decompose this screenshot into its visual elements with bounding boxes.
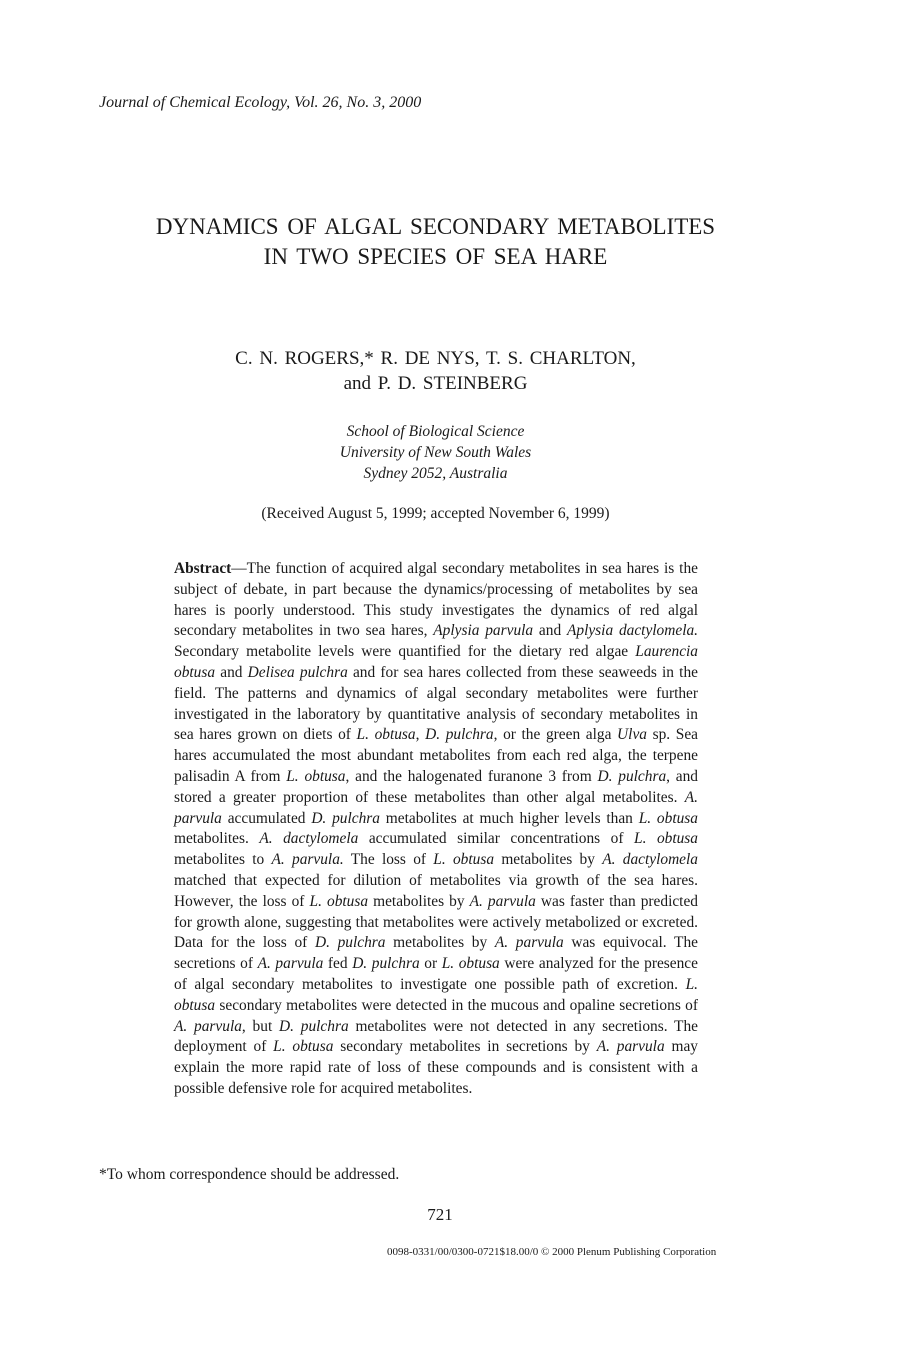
abstract-text: was faster than predicted for growth alone, suggesting that metabolites were actively metabolized or excreted. Data for the loss of <box>174 892 698 952</box>
abstract-text: accumulated <box>221 809 312 827</box>
paper-title <box>0 212 871 272</box>
abstract <box>174 559 698 1100</box>
abstract-species-name: A. parvula <box>469 892 536 910</box>
affiliation-line-1: School of Biological Science <box>346 423 525 440</box>
abstract-text: , or the green alga <box>493 726 618 744</box>
abstract-species-name: D. pulchra <box>352 955 420 973</box>
abstract-text: were analyzed for the presence of algal secondary metabolites to investigate one possible path of excretion. <box>174 955 698 993</box>
received-dates: (Received August 5, 1999; accepted November 6, 1999) <box>261 505 610 522</box>
abstract-text: was equivocal. The secretions of <box>174 934 698 973</box>
copyright-line: 0098-0331/00/0300-0721$18.00/0 © 2000 Plenum Publishing Corporation <box>387 1246 717 1258</box>
abstract-text: and for sea hares collected from these seaweeds in the field. The patterns and dynamics of algal secondary metabolites were further investigated in the laboratory by quantitative analysis of secondary metabolites in sea hares grown on diets of <box>174 663 698 744</box>
abstract-text: , <box>415 726 426 744</box>
abstract-species-name: D. pulchra <box>311 809 380 827</box>
abstract-species-name: D. pulchra <box>425 726 494 744</box>
journal-citation: Journal of Chemical Ecology, Vol. 26, No. 3, 2000 <box>99 94 422 111</box>
authors-line-1: C. N. ROGERS,* R. DE NYS, T. S. CHARLTON, <box>235 348 636 369</box>
abstract-text: metabolites. <box>174 830 260 848</box>
abstract-species-name: A. dactylomela <box>259 830 359 848</box>
abstract-text: sp. Sea hares accumulated the most abundant metabolites from each red alga, the terpene palisadin A from <box>174 726 698 785</box>
abstract-text: accumulated similar concentrations of <box>358 830 635 848</box>
affiliation <box>0 421 871 484</box>
abstract-species-name: Ulva <box>617 726 647 744</box>
abstract-text: metabolites were not detected in any secretions. The deployment of <box>174 1017 698 1056</box>
abstract-species-name: L. obtusa <box>174 975 698 1014</box>
abstract-species-name: L. obtusa <box>441 955 500 973</box>
abstract-species-name: L. obtusa <box>286 767 346 785</box>
abstract-text: , and stored a greater proportion of these metabolites than other algal metabolites. <box>174 767 698 806</box>
abstract-text: secondary metabolites were detected in the mucous and opaline secretions of <box>215 996 698 1014</box>
abstract-species-name: D. pulchra <box>314 934 386 952</box>
abstract-species-name: A. parvula <box>494 934 564 952</box>
abstract-text: —The function of acquired algal secondary metabolites in sea hares is the subject of debate, in part because the dynamics/processing of metabolites by sea hares is poorly understood. This study investigates the dynamics of red algal secondary metabolites in two sea hares, <box>174 560 698 640</box>
abstract-text: metabolites by <box>385 934 495 952</box>
abstract-text: metabolites at much higher levels than <box>379 809 639 827</box>
affiliation-line-3: Sydney 2052, Australia <box>363 465 508 482</box>
abstract-text: may explain the more rapid rate of loss of these compounds and is consistent with a possible defensive role for acquired metabolites. <box>174 1038 698 1097</box>
abstract-text: and <box>533 622 567 640</box>
abstract-text: The loss of <box>343 851 434 869</box>
correspondence-footnote: *To whom correspondence should be addressed. <box>99 1166 400 1183</box>
abstract-species-name: Delisea pulchra <box>247 663 348 681</box>
abstract-species-name: A. parvula <box>174 788 698 827</box>
abstract-text: matched that expected for dilution of metabolites via growth of the sea hares. However, the loss of <box>174 871 698 910</box>
abstract-body <box>174 560 698 1097</box>
abstract-text: or <box>419 955 442 973</box>
abstract-species-name: Laurencia obtusa <box>174 643 698 681</box>
affiliation-line-2: University of New South Wales <box>339 444 532 461</box>
abstract-species-name: A. parvula <box>596 1038 665 1056</box>
abstract-species-name: L. obtusa <box>638 809 698 827</box>
abstract-label: Abstract <box>174 560 232 577</box>
abstract-species-name: A. parvula <box>257 955 324 973</box>
page-number: 721 <box>427 1205 453 1224</box>
abstract-text: metabolites by <box>368 892 470 910</box>
abstract-species-name: L. obtusa <box>309 892 369 910</box>
abstract-text: Secondary metabolite levels were quantified for the dietary red algae <box>174 643 636 661</box>
abstract-species-name: L. obtusa <box>634 830 698 848</box>
abstract-species-name: Aplysia dactylomela. <box>566 622 699 640</box>
abstract-text: , but <box>241 1017 280 1035</box>
abstract-species-name: L. obtusa <box>356 726 416 744</box>
abstract-text: secondary metabolites in secretions by <box>333 1038 597 1056</box>
authors-line-2: and P. D. STEINBERG <box>343 373 528 394</box>
abstract-species-name: L. obtusa <box>273 1038 334 1056</box>
abstract-species-name: A. parvula <box>174 1017 242 1035</box>
abstract-species-name: L. obtusa <box>433 851 495 869</box>
abstract-species-name: Aplysia parvula <box>433 622 534 640</box>
abstract-species-name: D. pulchra <box>279 1017 349 1035</box>
title-line-2: IN TWO SPECIES OF SEA HARE <box>263 244 608 269</box>
author-list <box>0 346 871 396</box>
abstract-text: metabolites to <box>174 851 272 869</box>
abstract-text: metabolites by <box>494 851 603 869</box>
abstract-text: , and the halogenated furanone 3 from <box>345 767 598 785</box>
abstract-species-name: A. dactylomela <box>602 851 698 869</box>
abstract-text: and <box>215 663 248 681</box>
abstract-species-name: A. parvula. <box>271 851 344 869</box>
abstract-species-name: D. pulchra <box>597 767 667 785</box>
abstract-text: fed <box>323 955 353 973</box>
title-line-1: DYNAMICS OF ALGAL SECONDARY METABOLITES <box>155 214 716 239</box>
